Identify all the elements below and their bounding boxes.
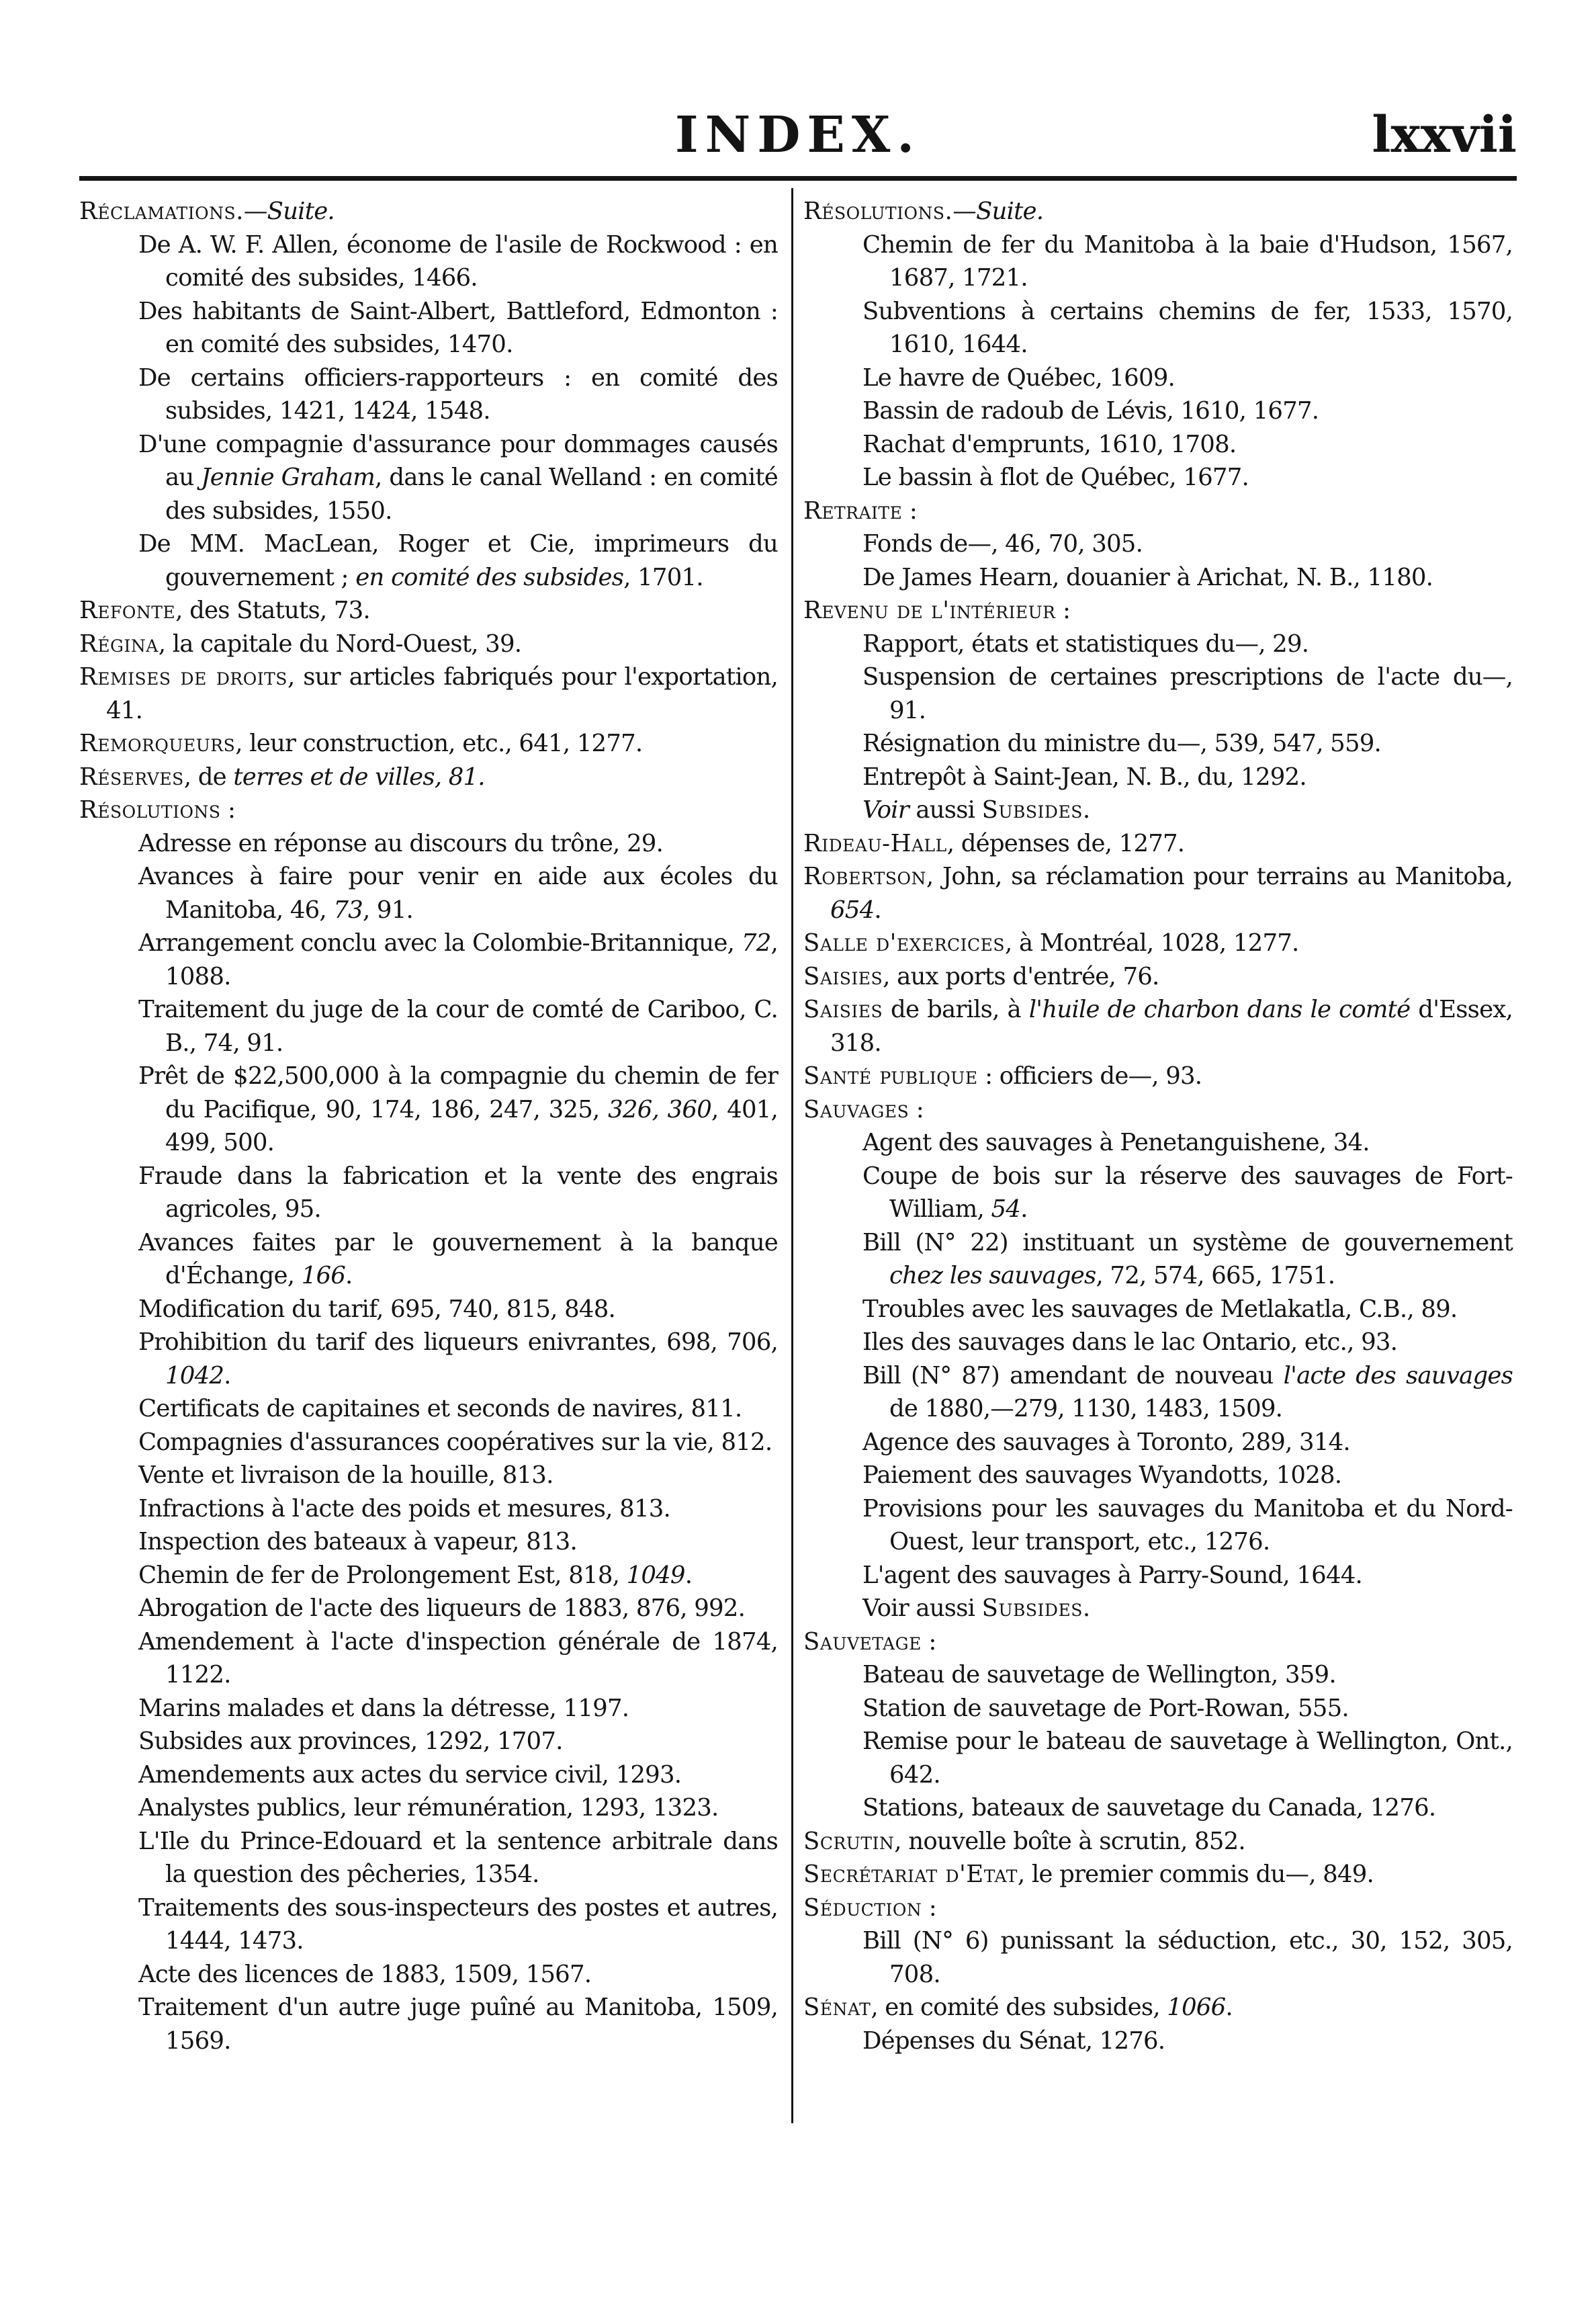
entry-text: Voir aussi <box>862 1594 982 1622</box>
entry-text: De A. W. F. Allen, économe de l'asile de Rockwood : en comité des subsides, 1466. <box>138 230 778 292</box>
entry-text: Amendements aux actes du service civil, 1293. <box>138 1760 682 1789</box>
index-subentry <box>79 527 778 594</box>
entry-heading: Résolutions <box>79 796 221 824</box>
entry-italic: 166 <box>301 1262 346 1289</box>
entry-text: , le premier commis du—, 849. <box>1017 1861 1374 1888</box>
index-subentry <box>803 628 1513 661</box>
index-subentry <box>79 1758 778 1792</box>
entry-text: Certificats de capitaines et seconds de navires, 811. <box>138 1395 742 1422</box>
entry-text: . <box>1082 1594 1090 1622</box>
index-subentry <box>79 1692 778 1725</box>
index-subentry <box>79 1459 778 1492</box>
entry-text: , leur construction, etc., 641, 1277. <box>235 730 643 757</box>
index-subentry <box>803 1326 1513 1359</box>
entry-text: . <box>874 896 881 924</box>
index-entry <box>803 1991 1513 2024</box>
entry-text: , sur articles fabriqués pour l'exportation, 41. <box>106 663 779 724</box>
entry-heading: Régina <box>79 630 159 658</box>
entry-text: , 1088. <box>165 929 778 990</box>
index-subentry <box>803 561 1513 595</box>
entry-text: , 401, 499, 500. <box>165 1095 779 1156</box>
entry-italic: en comité des subsides <box>355 563 624 591</box>
entry-text: Inspection des bateaux à vapeur, 813. <box>138 1528 577 1555</box>
entry-text: : <box>921 1627 936 1656</box>
entry-heading: Scrutin <box>803 1827 895 1855</box>
entry-text: Dépenses du Sénat, 1276. <box>862 2026 1165 2055</box>
entry-text: Fraude dans la fabrication et la vente des engrais agricoles, 95. <box>138 1162 778 1223</box>
index-entry <box>803 195 1513 228</box>
entry-text: , de <box>183 763 234 791</box>
entry-text: D'une compagnie d'assurance pour dommages causés au <box>138 430 778 491</box>
entry-heading: Réserves <box>79 763 184 791</box>
index-subentry <box>79 1592 778 1625</box>
entry-text: Avances à faire pour venir en aide aux écoles du Manitoba, 46, <box>138 863 778 924</box>
entry-heading: Salle d'exercices <box>803 929 1006 957</box>
index-subentry <box>79 295 778 361</box>
entry-text: Subventions à certains chemins de fer, 1533, 1570, 1610, 1644. <box>862 297 1513 358</box>
entry-text: Traitement d'un autre juge puîné au Manitoba, 1509, 1569. <box>138 1994 778 2055</box>
entry-heading: Santé publique <box>803 1062 978 1090</box>
entry-text: Adresse en réponse au discours du trône, 29. <box>138 829 664 857</box>
entry-text: de barils, à <box>883 996 1029 1023</box>
index-entry <box>79 660 778 727</box>
index-subentry <box>79 993 778 1060</box>
entry-text: . <box>224 1361 231 1390</box>
index-subentry <box>803 1924 1513 1991</box>
index-entry <box>803 960 1513 994</box>
entry-text: Modification du tarif, 695, 740, 815, 848. <box>138 1295 615 1323</box>
index-subentry <box>803 428 1513 462</box>
entry-text: Arrangement conclu avec la Colombie-Britannique, <box>138 929 742 957</box>
entry-text: Bateau de sauvetage de Wellington, 359. <box>862 1661 1336 1689</box>
index-subentry <box>803 727 1513 761</box>
entry-heading: Résolutions. <box>803 198 953 225</box>
entry-text: Des habitants de Saint-Albert, Battleford, Edmonton : en comité des subsides, 1470. <box>138 297 778 358</box>
index-entry <box>803 1625 1513 1659</box>
entry-text: de 1880,—279, 1130, 1483, 1509. <box>889 1395 1283 1422</box>
entry-heading: Remises de droits <box>79 663 287 691</box>
entry-text: Bill (N° 22) instituant un système de gouvernement <box>862 1228 1513 1256</box>
entry-heading: Robertson <box>803 863 926 890</box>
entry-text: , des Statuts, 73. <box>175 597 370 624</box>
index-subentry <box>79 1791 778 1825</box>
entry-italic: l'huile de charbon dans le comté <box>1028 996 1411 1023</box>
index-entry <box>79 594 778 628</box>
index-entry <box>79 761 778 794</box>
entry-text: , dans le canal Welland : en comité des subsides, 1550. <box>165 464 779 525</box>
entry-heading: Sénat <box>803 1994 871 2021</box>
index-subentry <box>803 1160 1513 1226</box>
entry-text: Prohibition du tarif des liqueurs enivrantes, 698, 706, <box>138 1328 778 1356</box>
header-rule <box>79 176 1517 181</box>
index-entry <box>803 927 1513 960</box>
index-subentry <box>79 1326 778 1392</box>
entry-text: : <box>1055 597 1071 624</box>
entry-text: Coupe de bois sur la réserve des sauvages de Fort-William, <box>862 1162 1513 1223</box>
index-subentry <box>79 827 778 861</box>
entry-text: Bassin de radoub de Lévis, 1610, 1677. <box>862 397 1319 425</box>
left-index-column <box>79 195 778 2057</box>
entry-text: De certains officiers-rapporteurs : en comité des subsides, 1421, 1424, 1548. <box>138 364 778 425</box>
entry-text: Acte des licences de 1883, 1509, 1567. <box>138 1960 592 1988</box>
index-subentry <box>803 1725 1513 1791</box>
entry-italic: chez les sauvages <box>889 1262 1096 1289</box>
entry-text: Bill (N° 6) punissant la séduction, etc., 30, 152, 305, 708. <box>862 1927 1513 1988</box>
entry-text: L'Ile du Prince-Edouard et la sentence arbitrale dans la question des pêcheries, 1354. <box>138 1827 778 1888</box>
index-subentry <box>79 927 778 993</box>
entry-text: Suspension de certaines prescriptions de l'acte du—, 91. <box>862 663 1513 724</box>
entry-text: Marins malades et dans la détresse, 1197. <box>138 1694 629 1722</box>
entry-text: : officiers de—, 93. <box>977 1062 1202 1090</box>
entry-italic: 1042 <box>165 1361 224 1390</box>
entry-heading: Revenu de l'intérieur <box>803 597 1056 624</box>
page-title: INDEX. <box>674 106 921 164</box>
entry-text: Agence des sauvages à Toronto, 289, 314. <box>862 1428 1350 1456</box>
entry-heading: Retraite <box>803 497 903 525</box>
index-subentry <box>803 1426 1513 1459</box>
index-subentry <box>79 1226 778 1293</box>
entry-text: . <box>345 1262 353 1289</box>
index-subentry <box>79 1559 778 1592</box>
entry-italic: Voir <box>862 796 909 824</box>
index-subentry <box>79 1160 778 1226</box>
index-entry <box>79 794 778 827</box>
index-subentry <box>803 1492 1513 1559</box>
index-subentry <box>79 228 778 295</box>
column-divider <box>791 188 793 2123</box>
entry-text: Chemin de fer de Prolongement Est, 818, <box>138 1561 627 1589</box>
entry-text: Iles des sauvages dans le lac Ontario, etc., 93. <box>862 1328 1398 1356</box>
cross-reference: Subsides <box>981 1594 1083 1622</box>
index-subentry <box>803 228 1513 295</box>
index-entry <box>803 1060 1513 1093</box>
index-entry <box>803 1891 1513 1925</box>
entry-text: Bill (N° 87) amendant de nouveau <box>862 1361 1284 1390</box>
entry-text: Provisions pour les sauvages du Manitoba et du Nord-Ouest, leur transport, etc., 1276. <box>862 1494 1513 1555</box>
entry-italic: 326, 360 <box>608 1095 712 1123</box>
entry-text: L'agent des sauvages à Parry-Sound, 1644. <box>862 1561 1363 1589</box>
entry-text: Traitements des sous-inspecteurs des postes et autres, 1444, 1473. <box>138 1893 778 1955</box>
entry-text: Troubles avec les sauvages de Metlakatla, C.B., 89. <box>862 1295 1458 1323</box>
entry-text: , nouvelle boîte à scrutin, 852. <box>894 1827 1245 1855</box>
entry-text: Amendement à l'acte d'inspection générale de 1874, 1122. <box>138 1627 778 1689</box>
entry-text: Remise pour le bateau de sauvetage à Wellington, Ont., 642. <box>862 1727 1513 1789</box>
index-subentry <box>803 1791 1513 1825</box>
continued-label: Suite. <box>267 198 335 225</box>
entry-heading: Refonte <box>79 597 176 624</box>
entry-heading: Sauvages <box>803 1095 910 1123</box>
entry-text: : <box>909 1095 924 1123</box>
index-entry <box>803 993 1513 1060</box>
entry-text: Avances faites par le gouvernement à la banque d'Échange, <box>138 1228 778 1289</box>
entry-text: Vente et livraison de la houille, 813. <box>138 1461 553 1489</box>
entry-text: De James Hearn, douanier à Arichat, N. B., 1180. <box>862 563 1433 591</box>
entry-italic: 54 <box>991 1195 1021 1223</box>
entry-italic: 654 <box>830 896 875 924</box>
page-number: lxxvii <box>1372 106 1517 164</box>
entry-text: d'Essex, 318. <box>830 996 1513 1057</box>
entry-text: Station de sauvetage de Port-Rowan, 555. <box>862 1694 1349 1722</box>
index-subentry <box>803 527 1513 561</box>
index-subentry <box>79 361 778 428</box>
entry-text: , 1701. <box>623 563 703 591</box>
index-subentry <box>79 428 778 528</box>
index-subentry <box>803 1293 1513 1326</box>
entry-text: De MM. MacLean, Roger et Cie, imprimeurs du gouvernement ; <box>138 530 778 591</box>
index-subentry <box>803 1592 1513 1625</box>
index-subentry <box>803 1459 1513 1492</box>
entry-text: , en comité des subsides, <box>871 1994 1167 2021</box>
entry-heading: Remorqueurs <box>79 730 236 757</box>
index-subentry <box>803 1226 1513 1293</box>
entry-text: . <box>1082 796 1090 824</box>
entry-text: . <box>1020 1195 1028 1223</box>
index-subentry <box>79 1525 778 1559</box>
entry-text: , 91. <box>362 896 413 924</box>
entry-text: , à Montréal, 1028, 1277. <box>1005 929 1299 957</box>
index-entry <box>803 1093 1513 1127</box>
index-subentry <box>803 2024 1513 2058</box>
entry-italic: 1049 <box>626 1561 685 1589</box>
index-subentry <box>79 1426 778 1459</box>
entry-text: Chemin de fer du Manitoba à la baie d'Hudson, 1567, 1687, 1721. <box>862 230 1513 292</box>
entry-text: , la capitale du Nord-Ouest, 39. <box>158 630 522 658</box>
entry-text: Paiement des sauvages Wyandotts, 1028. <box>862 1461 1342 1489</box>
entry-text: Agent des sauvages à Penetanguishene, 34. <box>862 1129 1370 1156</box>
index-subentry <box>79 1392 778 1426</box>
index-entry <box>803 827 1513 861</box>
cross-reference: Subsides <box>981 796 1083 824</box>
entry-text: Stations, bateaux de sauvetage du Canada, 1276. <box>862 1794 1436 1822</box>
entry-italic: 1066 <box>1167 1994 1226 2021</box>
entry-text: Fonds de—, 46, 70, 305. <box>862 530 1143 558</box>
index-entry <box>803 594 1513 628</box>
entry-heading: Saisies <box>803 962 883 990</box>
entry-text: Abrogation de l'acte des liqueurs de 1883, 876, 992. <box>138 1594 746 1622</box>
entry-text: — <box>243 198 267 225</box>
index-subentry <box>803 1359 1513 1426</box>
index-subentry <box>79 1293 778 1326</box>
entry-text: Analystes publics, leur rémunération, 1293, 1323. <box>138 1794 719 1822</box>
entry-text: . <box>684 1561 693 1589</box>
index-subentry <box>803 761 1513 794</box>
entry-text: Rachat d'emprunts, 1610, 1708. <box>862 430 1237 458</box>
entry-text: . <box>1225 1994 1233 2021</box>
index-subentry <box>79 1725 778 1758</box>
index-subentry <box>79 1991 778 2057</box>
entry-text: : <box>220 796 236 824</box>
index-entry <box>803 860 1513 927</box>
index-subentry <box>803 1559 1513 1592</box>
index-subentry <box>803 295 1513 361</box>
index-entry <box>803 1825 1513 1859</box>
index-subentry <box>803 361 1513 395</box>
entry-text: Le havre de Québec, 1609. <box>862 364 1176 392</box>
entry-text: , John, sa réclamation pour terrains au Manitoba, <box>926 863 1513 890</box>
index-subentry <box>803 794 1513 827</box>
entry-italic: terres et de villes, 81. <box>233 763 485 791</box>
entry-heading: Sauvetage <box>803 1627 922 1656</box>
index-subentry <box>79 1891 778 1958</box>
entry-text: Résignation du ministre du—, 539, 547, 559. <box>862 730 1382 757</box>
entry-text: Le bassin à flot de Québec, 1677. <box>862 464 1249 491</box>
entry-heading: Secrétariat d'Etat <box>803 1861 1018 1888</box>
index-entry <box>79 727 778 761</box>
entry-text: Traitement du juge de la cour de comté de Cariboo, C. B., 74, 91. <box>138 996 778 1057</box>
entry-heading: Rideau-Hall <box>803 829 947 857</box>
index-entry <box>79 195 778 228</box>
entry-text: , aux ports d'entrée, 76. <box>883 962 1159 990</box>
entry-text: : <box>902 497 917 525</box>
index-subentry <box>79 1060 778 1160</box>
index-subentry <box>79 860 778 927</box>
index-subentry <box>803 394 1513 428</box>
index-subentry <box>803 660 1513 727</box>
entry-text: , dépenses de, 1277. <box>946 829 1185 857</box>
entry-italic: Jennie Graham <box>201 464 375 491</box>
entry-text: Rapport, états et statistiques du—, 29. <box>862 630 1309 658</box>
entry-text: Infractions à l'acte des poids et mesures, 813. <box>138 1494 671 1523</box>
entry-heading: Séduction <box>803 1893 922 1922</box>
entry-text: Subsides aux provinces, 1292, 1707. <box>138 1727 563 1755</box>
index-subentry <box>79 1825 778 1891</box>
index-entry <box>79 628 778 661</box>
entry-text: Compagnies d'assurances coopératives sur la vie, 812. <box>138 1428 772 1456</box>
continued-label: Suite. <box>975 198 1044 225</box>
entry-text: aussi <box>908 796 982 824</box>
entry-italic: l'acte des sauvages <box>1283 1361 1513 1390</box>
index-subentry <box>803 1692 1513 1725</box>
entry-italic: 73 <box>333 896 363 924</box>
index-entry <box>803 1858 1513 1891</box>
index-subentry <box>803 461 1513 495</box>
entry-heading: Saisies <box>803 996 883 1023</box>
index-subentry <box>803 1126 1513 1160</box>
entry-text: Prêt de $22,500,000 à la compagnie du chemin de fer du Pacifique, 90, 174, 186, 247, 325, <box>138 1062 778 1123</box>
entry-text: — <box>952 198 976 225</box>
entry-italic: 72 <box>741 929 771 957</box>
index-subentry <box>79 1958 778 1992</box>
entry-heading: Réclamations. <box>79 198 244 225</box>
index-entry <box>803 495 1513 528</box>
index-subentry <box>79 1625 778 1692</box>
entry-text: Entrepôt à Saint-Jean, N. B., du, 1292. <box>862 763 1306 791</box>
entry-text: , 72, 574, 665, 1751. <box>1096 1262 1335 1289</box>
index-subentry <box>79 1492 778 1526</box>
index-subentry <box>803 1658 1513 1692</box>
entry-text: : <box>922 1893 936 1922</box>
right-index-column <box>803 195 1513 2057</box>
